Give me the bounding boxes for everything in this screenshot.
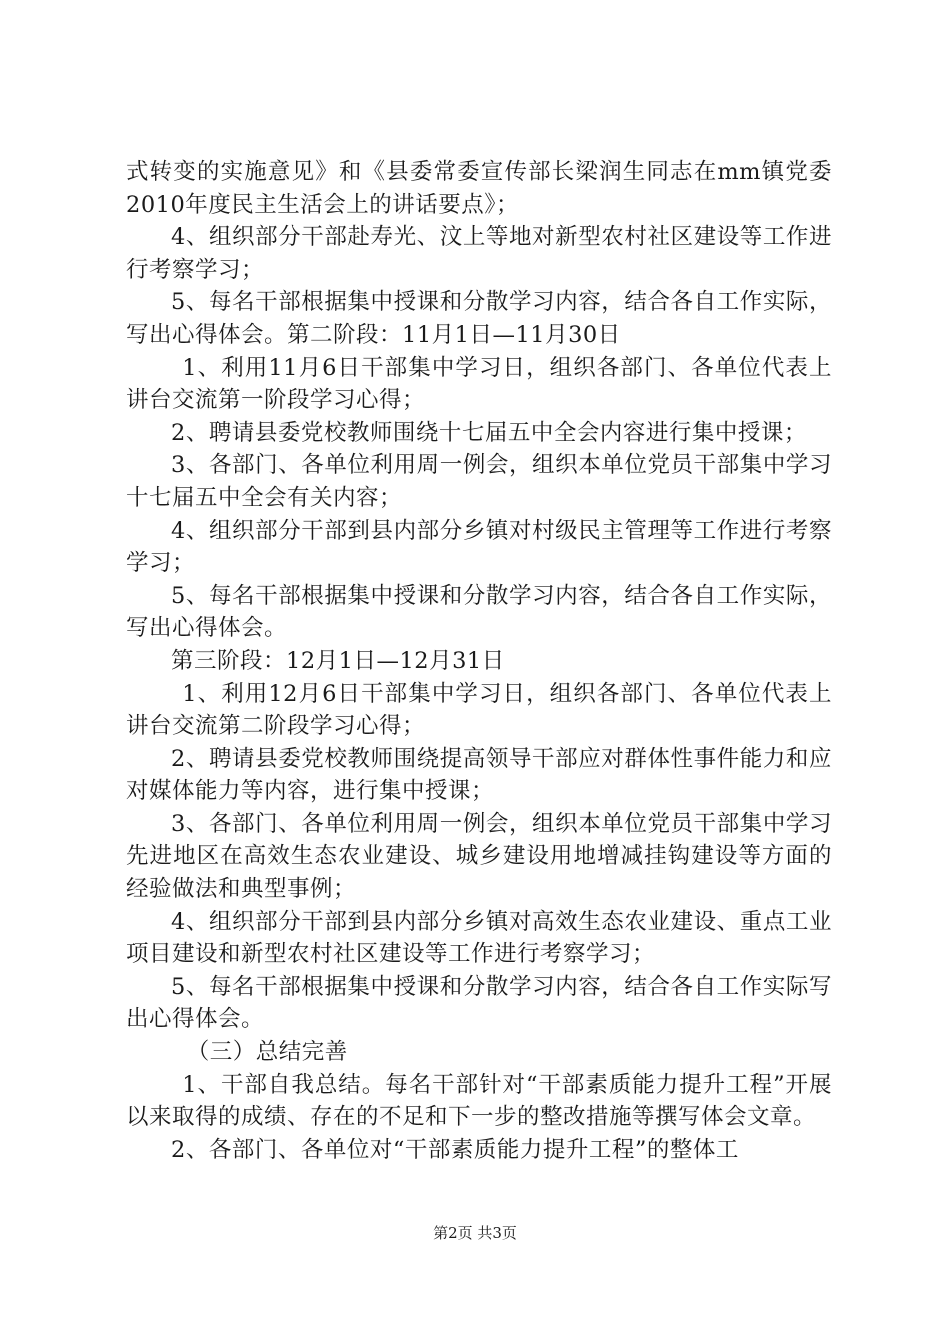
- document-body: [126, 156, 832, 1166]
- paragraph: 4、组织部分干部赴寿光、汶上等地对新型农村社区建设等工作进行考察学习；: [126, 224, 832, 283]
- section-heading: （三）总结完善: [186, 1039, 348, 1066]
- paragraph: 2、聘请县委党校教师围绕提高领导干部应对群体性事件能力和应对媒体能力等内容，进行集中授课；: [126, 745, 832, 805]
- paragraph: 4、组织部分干部到县内部分乡镇对高效生态农业建设、重点工业项目建设和新型农村社区建设等工作进行考察学习；: [126, 908, 832, 968]
- paragraph: 2、聘请县委党校教师围绕十七届五中全会内容进行集中授课；: [171, 419, 807, 446]
- paragraph: 4、组织部分干部到县内部分乡镇对村级民主管理等工作进行考察学习；: [126, 517, 832, 577]
- paragraph: 2、各部门、各单位对“干部素质能力提升工程”的整体工: [171, 1136, 739, 1163]
- paragraph: 式转变的实施意见》和《县委常委宣传部长梁润生同志在mm镇党委2010年度民主生活会上的讲话要点》；: [126, 159, 832, 218]
- paragraph: 1、干部自我总结。每名干部针对“干部素质能力提升工程”开展以来取得的成绩、存在的不足和下一步的整改措施等撰写体会文章。: [126, 1071, 832, 1131]
- paragraph: 1、利用11月6日干部集中学习日，组织各部门、各单位代表上讲台交流第一阶段学习心得；: [126, 354, 832, 414]
- paragraph: 1、利用12月6日干部集中学习日，组织各部门、各单位代表上讲台交流第二阶段学习心得；: [126, 680, 832, 740]
- paragraph: 3、各部门、各单位利用周一例会，组织本单位党员干部集中学习先进地区在高效生态农业建设、城乡建设用地增减挂钩建设等方面的经验做法和典型事例；: [126, 810, 832, 903]
- paragraph: 5、每名干部根据集中授课和分散学习内容，结合各自工作实际写出心得体会。: [126, 973, 832, 1033]
- paragraph: 5、每名干部根据集中授课和分散学习内容，结合各自工作实际，写出心得体会。第二阶段：11月1日—11月30日: [126, 289, 832, 348]
- paragraph: 3、各部门、各单位利用周一例会，组织本单位党员干部集中学习十七届五中全会有关内容；: [126, 452, 832, 511]
- page-footer: 第2页 共3页: [433, 1224, 517, 1242]
- section-heading: 第三阶段：12月1日—12月31日: [171, 647, 505, 674]
- paragraph: 5、每名干部根据集中授课和分散学习内容，结合各自工作实际，写出心得体会。: [126, 582, 832, 642]
